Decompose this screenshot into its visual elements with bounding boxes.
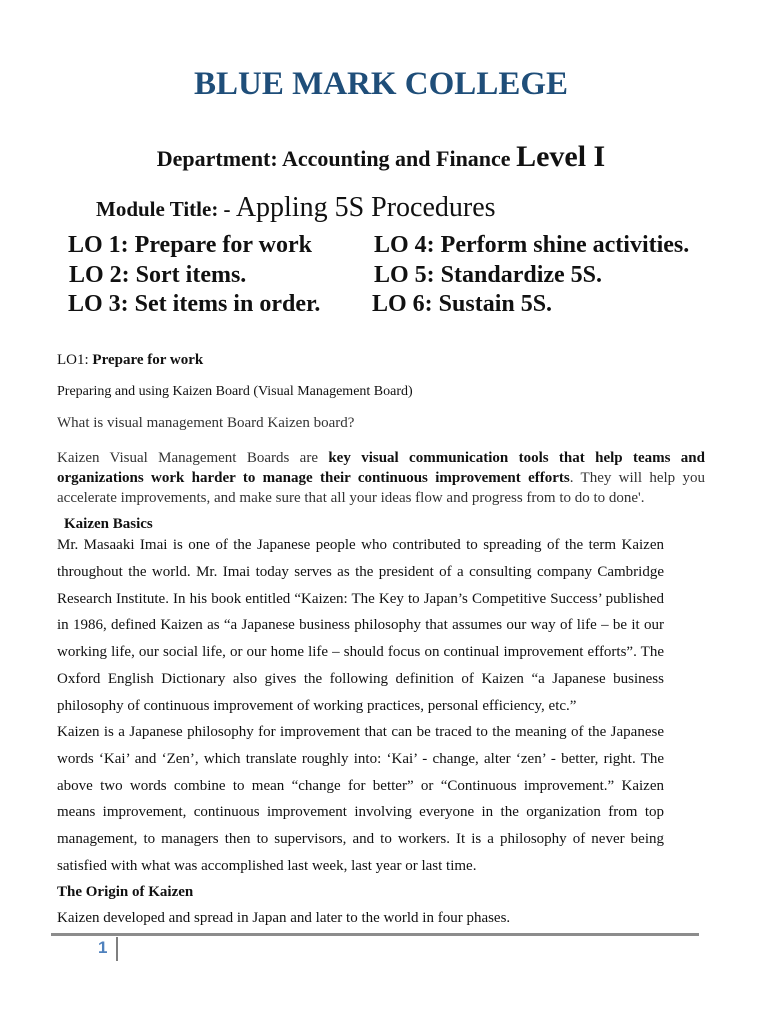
page-number: 1 bbox=[98, 938, 108, 957]
paragraph-line: Mr. Masaaki Imai is one of the Japanese people who contributed to spreading of the term Kaizen bbox=[57, 537, 664, 553]
lo-5: LO 5: Standardize 5S. bbox=[374, 262, 603, 288]
kaizen-board-paragraph bbox=[57, 448, 705, 508]
paragraph-line: Research Institute. In his book entitled “Kaizen: The Key to Japan’s Competitive Success’ published bbox=[57, 590, 664, 607]
kvmb-bold: key visual communication tools that help teams and organizations work harder to manage their continuous improvement efforts bbox=[57, 450, 705, 486]
paragraph-line: means improvement, continuous improvement involving everyone in the organization from top bbox=[57, 804, 664, 821]
paragraph-line: words ‘Kai’ and ‘Zen’, which translate roughly into: ‘Kai’ - change, alter ‘zen’ - better, right. The bbox=[57, 750, 664, 767]
department-label: Department: Accounting and Finance bbox=[156, 146, 517, 171]
footer-rule bbox=[51, 933, 699, 936]
module-title-label: Module Title: - bbox=[96, 197, 236, 221]
paragraph-line: working life, our social life, or our home life – should focus on continual improvement efforts”. The bbox=[57, 644, 664, 661]
kvmb-pre: Kaizen Visual Management Boards are bbox=[57, 450, 329, 466]
department-line bbox=[0, 140, 762, 174]
level-label: Level I bbox=[516, 140, 606, 173]
module-title-line bbox=[96, 192, 496, 224]
paragraph-line: above two words combine to mean “change for better” or “Continuous improvement.” Kaizen bbox=[57, 777, 664, 794]
kaizen-basics-paragraph bbox=[57, 532, 664, 720]
lo-1: LO 1: Prepare for work bbox=[68, 232, 312, 258]
college-title: BLUE MARK COLLEGE bbox=[193, 66, 569, 102]
module-title: Appling 5S Procedures bbox=[235, 192, 496, 223]
question-line: What is visual management Board Kaizen board? bbox=[57, 415, 355, 431]
kaizen-basics-heading: Kaizen Basics bbox=[64, 516, 153, 532]
paragraph-line: throughout the world. Mr. Imai today serves as the president of a consulting company Cambridge bbox=[57, 563, 664, 580]
preparing-line: Preparing and using Kaizen Board (Visual Management Board) bbox=[57, 384, 413, 399]
lo-3: LO 3: Set items in order. bbox=[68, 291, 321, 317]
lo1-heading bbox=[57, 352, 203, 369]
lo-4: LO 4: Perform shine activities. bbox=[374, 232, 690, 258]
origin-paragraph: Kaizen developed and spread in Japan and later to the world in four phases. bbox=[57, 910, 511, 926]
origin-heading: The Origin of Kaizen bbox=[57, 884, 194, 900]
paragraph-line: management, to managers then to supervisors, and to workers. It is a philosophy of never being bbox=[57, 831, 664, 848]
paragraph-line: Oxford English Dictionary also gives the following definition of Kaizen “a Japanese business bbox=[57, 670, 664, 687]
kvmb-post: . They will help you accelerate improvements, and make sure that all your ideas flow and progress from to do to done'. bbox=[57, 470, 705, 506]
page-number-divider bbox=[116, 937, 118, 961]
lo1-title: Prepare for work bbox=[92, 352, 204, 368]
paragraph-line: in 1986, defined Kaizen as “a Japanese business philosophy that assumes our way of life – be it our bbox=[57, 617, 664, 634]
lo1-prefix: LO1: bbox=[57, 352, 93, 368]
lo-6: LO 6: Sustain 5S. bbox=[372, 291, 553, 317]
lo-2: LO 2: Sort items. bbox=[69, 262, 247, 288]
kaizen-philosophy-paragraph bbox=[57, 719, 664, 880]
paragraph-line: Kaizen is a Japanese philosophy for improvement that can be traced to the meaning of the Japanese bbox=[57, 724, 664, 740]
paragraph-line: satisfied with what was accomplished last week, last year or last time. bbox=[57, 857, 477, 874]
paragraph-line: philosophy of continuous improvement of working practices, personal efficiency, etc.” bbox=[57, 697, 577, 714]
